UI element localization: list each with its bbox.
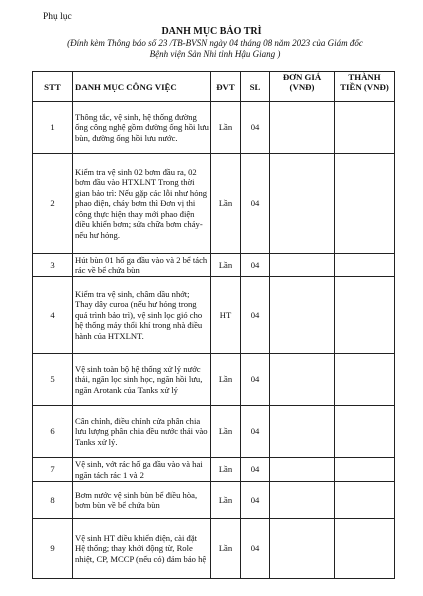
row-qty: 04 (241, 406, 270, 458)
table-row (33, 458, 395, 482)
maintenance-table (32, 71, 395, 579)
row-task: Thông tắc, vệ sinh, hệ thống đường ống công nghệ gồm đường ống hồi lưu bùn, đường ống hồi lưu nước. (73, 102, 211, 154)
row-stt: 5 (33, 354, 73, 406)
row-unit: Lần (211, 519, 241, 579)
row-stt: 3 (33, 254, 73, 277)
row-task: Hút bùn 01 hố ga đầu vào và 2 bể tách rác về bể chứa bùn (73, 254, 211, 277)
header-unit-price: ĐƠN GIÁ (VNĐ) (270, 72, 335, 102)
row-total (335, 519, 395, 579)
row-qty: 04 (241, 354, 270, 406)
row-total (335, 154, 395, 254)
row-stt: 9 (33, 519, 73, 579)
row-task: Vệ sinh toàn bộ hệ thống xử lý nước thải, ngăn lọc sinh học, ngăn hồi lưu, ngăn Arotank của Tanks xử lý (73, 354, 211, 406)
row-unit: Lần (211, 406, 241, 458)
row-total (335, 458, 395, 482)
row-task: Kiểm tra vệ sinh 02 bơm đầu ra, 02 bơm đầu vào HTXLNT Trong thời gian bảo trì: Nếu gặp các lỗi như hỏng phao điện, cháy bơm thì Đơn vị thi công thực hiện thay mới phao điện điều khiển bơm; sửa chữa bơm cháy-nếu hư hỏng. (73, 154, 211, 254)
row-total (335, 482, 395, 519)
row-unit: Lần (211, 354, 241, 406)
row-stt: 2 (33, 154, 73, 254)
row-unit-price (270, 154, 335, 254)
row-qty: 04 (241, 154, 270, 254)
row-unit-price (270, 277, 335, 354)
row-task: Cân chỉnh, điều chỉnh cửa phân chia lưu lượng phân chia đều nước thải vào Tanks xử lý. (73, 406, 211, 458)
subtitle-line-1: (Đính kèm Thông báo số 23 /TB-BVSN ngày 04 tháng 08 năm 2023 của Giám đốc (67, 38, 363, 48)
row-unit-price (270, 102, 335, 154)
header-stt: STT (33, 72, 73, 102)
row-stt: 6 (33, 406, 73, 458)
row-qty: 04 (241, 277, 270, 354)
row-unit-price (270, 354, 335, 406)
row-qty: 04 (241, 254, 270, 277)
row-stt: 8 (33, 482, 73, 519)
row-unit: HT (211, 277, 241, 354)
row-unit-price (270, 406, 335, 458)
table-row (33, 482, 395, 519)
table-row (33, 406, 395, 458)
row-unit-price (270, 254, 335, 277)
row-stt: 4 (33, 277, 73, 354)
table-row (33, 519, 395, 579)
row-total (335, 277, 395, 354)
row-qty: 04 (241, 519, 270, 579)
row-unit: Lần (211, 102, 241, 154)
row-task: Bơm nước vệ sinh bùn bể điều hòa, bơm bùn về bể chứa bùn (73, 482, 211, 519)
table-row (33, 254, 395, 277)
row-unit: Lần (211, 482, 241, 519)
row-task: Kiểm tra vệ sinh, châm dầu nhớt; Thay dây curoa (nếu hư hỏng trong quá trình bảo trì), vệ sinh lọc gió cho hệ thống máy thổi khí trong nhà điều hành của HTXLNT. (73, 277, 211, 354)
row-unit-price (270, 482, 335, 519)
row-qty: 04 (241, 482, 270, 519)
row-unit-price (270, 458, 335, 482)
row-stt: 1 (33, 102, 73, 154)
document-subtitle (40, 38, 390, 60)
row-total (335, 406, 395, 458)
row-unit: Lần (211, 254, 241, 277)
table-row (33, 154, 395, 254)
subtitle-line-2: Bệnh viện Sản Nhi tỉnh Hậu Giang ) (149, 49, 281, 59)
row-unit-price (270, 519, 335, 579)
document-title: DANH MỤC BẢO TRÌ (161, 26, 262, 37)
row-total (335, 102, 395, 154)
row-task: Vệ sinh, vớt rác hố ga đầu vào và hai ngăn tách rác 1 và 2 (73, 458, 211, 482)
row-qty: 04 (241, 458, 270, 482)
row-unit: Lần (211, 458, 241, 482)
header-task: DANH MỤC CÔNG VIỆC (73, 72, 211, 102)
header-total: THÀNH TIỀN (VNĐ) (335, 72, 395, 102)
row-task: Vệ sinh HT điều khiển điện, cài đặt Hệ thống; thay khởi động từ, Role nhiệt, CP, MCCP (nếu có) đảm bảo hệ (73, 519, 211, 579)
row-total (335, 354, 395, 406)
header-qty: SL (241, 72, 270, 102)
row-unit: Lần (211, 154, 241, 254)
table-row (33, 354, 395, 406)
row-stt: 7 (33, 458, 73, 482)
row-total (335, 254, 395, 277)
appendix-label: Phụ lục (43, 12, 72, 22)
header-unit: ĐVT (211, 72, 241, 102)
table-row (33, 102, 395, 154)
row-qty: 04 (241, 102, 270, 154)
table-header-row (33, 72, 395, 102)
table-row (33, 277, 395, 354)
